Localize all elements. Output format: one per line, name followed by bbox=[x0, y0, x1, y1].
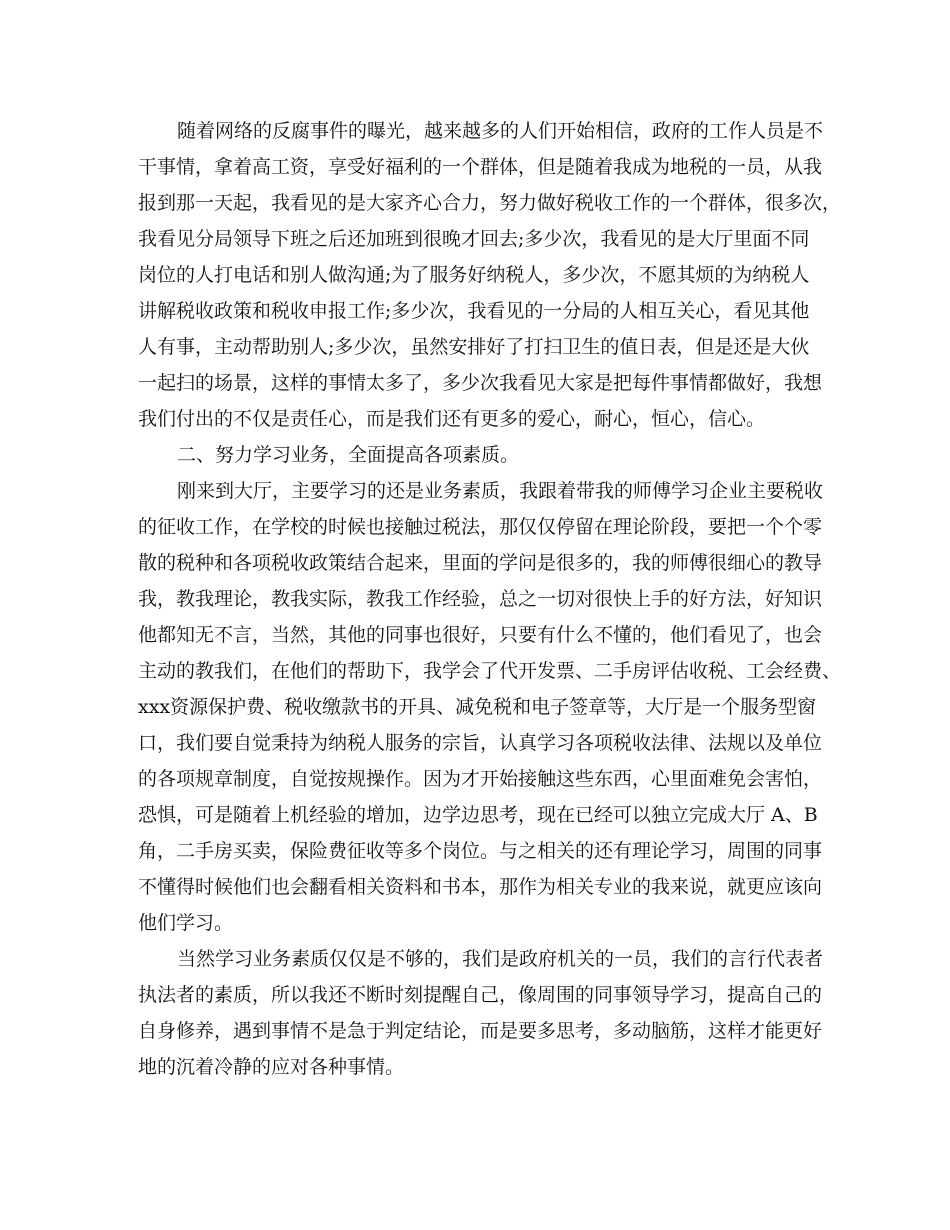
paragraph-3-line-2: 执法者的素质，所以我还不断时刻提醒自己，像周围的同事领导学习，提高自己的 bbox=[138, 984, 823, 1006]
paragraph-2-line-4: 我，教我理论，教我实际，教我工作经验，总之一切对很快上手的好方法，好知识 bbox=[138, 588, 823, 610]
paragraph-3-line-4: 地的沉着冷静的应对各种事情。 bbox=[138, 1056, 405, 1078]
paragraph-1-line-6: 讲解税收政策和税收申报工作;多少次，我看见的一分局的人相互关心，看见其他 bbox=[138, 300, 810, 322]
paragraph-1-line-2: 干事情，拿着高工资，享受好福利的一个群体，但是随着我成为地税的一员，从我 bbox=[138, 156, 823, 178]
paragraph-3-line-1: 当然学习业务素质仅仅是不够的，我们是政府机关的一员，我们的言行代表者 bbox=[177, 948, 824, 970]
paragraph-2-line-11: 角，二手房买卖，保险费征收等多个岗位。与之相关的还有理论学习，周围的同事 bbox=[138, 840, 823, 862]
paragraph-2-line-5: 他都知无不言，当然，其他的同事也很好，只要有什么不懂的，他们看见了，也会 bbox=[138, 624, 823, 646]
paragraph-1-line-1: 随着网络的反腐事件的曝光，越来越多的人们开始相信，政府的工作人员是不 bbox=[177, 120, 824, 142]
paragraph-1-line-9: 我们付出的不仅是责任心，而是我们还有更多的爱心，耐心，恒心，信心。 bbox=[138, 408, 766, 430]
paragraph-2-line-8: 口，我们要自觉秉持为纳税人服务的宗旨，认真学习各项税收法律、法规以及单位 bbox=[138, 732, 823, 754]
paragraph-1-line-4: 我看见分局领导下班之后还加班到很晚才回去;多少次，我看见的是大厅里面不同 bbox=[138, 228, 810, 250]
paragraph-2-line-6: 主动的教我们，在他们的帮助下，我学会了代开发票、二手房评估收税、工会经费、 bbox=[138, 660, 842, 682]
paragraph-1-line-8: 一起扫的场景，这样的事情太多了，多少次我看见大家是把每件事情都做好，我想 bbox=[138, 372, 823, 394]
paragraph-2-line-10: 恐惧，可是随着上机经验的增加，边学边思考，现在已经可以独立完成大厅 A、B bbox=[138, 804, 818, 826]
paragraph-2-line-3: 散的税种和各项税收政策结合起来，里面的学问是很多的，我的师傅很细心的教导 bbox=[138, 552, 823, 574]
paragraph-2-line-2: 的征收工作，在学校的时候也接触过税法，那仅仅停留在理论阶段，要把一个个零 bbox=[138, 516, 823, 538]
paragraph-2-line-7: xxx资源保护费、税收缴款书的开具、减免税和电子签章等，大厅是一个服务型窗 bbox=[138, 696, 817, 718]
paragraph-1-line-7: 人有事，主动帮助别人;多少次，虽然安排好了打扫卫生的值日表，但是还是大伙 bbox=[138, 336, 810, 358]
paragraph-2-line-9: 的各项规章制度，自觉按规操作。因为才开始接触这些东西，心里面难免会害怕， bbox=[138, 768, 823, 790]
paragraph-1-line-5: 岗位的人打电话和别人做沟通;为了服务好纳税人，多少次，不愿其烦的为纳税人 bbox=[138, 264, 810, 286]
section-heading: 二、努力学习业务，全面提高各项素质。 bbox=[177, 444, 520, 466]
paragraph-2-line-12: 不懂得时候他们也会翻看相关资料和书本，那作为相关专业的我来说，就更应该向 bbox=[138, 876, 823, 898]
paragraph-2-line-1: 刚来到大厅，主要学习的还是业务素质，我跟着带我的师傅学习企业主要税收 bbox=[177, 480, 824, 502]
paragraph-1-line-3: 报到那一天起，我看见的是大家齐心合力，努力做好税收工作的一个群体，很多次， bbox=[138, 192, 842, 214]
paragraph-3-line-3: 自身修养，遇到事情不是急于判定结论，而是要多思考，多动脑筋，这样才能更好 bbox=[138, 1020, 823, 1042]
paragraph-2-line-13: 他们学习。 bbox=[138, 912, 234, 934]
